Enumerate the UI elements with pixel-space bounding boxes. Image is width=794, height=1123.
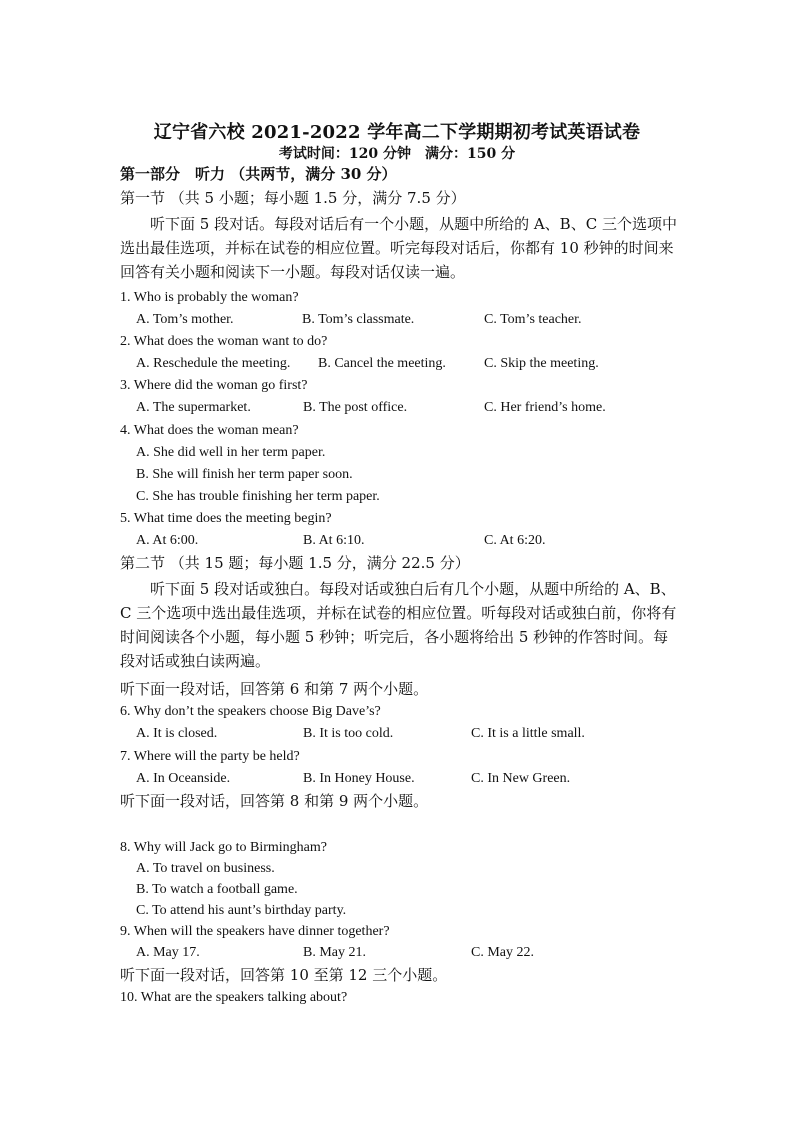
option-a: A. Reschedule the meeting. [136, 356, 291, 371]
option-a: A. The supermarket. [136, 400, 251, 415]
option-c: C. At 6:20. [484, 533, 546, 548]
option-a: A. To travel on business. [136, 861, 275, 876]
option-b: B. In Honey House. [303, 771, 415, 786]
option-a: A. At 6:00. [136, 533, 199, 548]
question-stem: 6. Why don’t the speakers choose Big Dave’s? [120, 704, 381, 719]
section2-instructions-text: 听下面 5 段对话或独白。每段对话或独白后有几个小题，从题中所给的 A、B、C 三个选项中选出最佳选项，并标在试卷的相应位置。听每段对话或独白前，你将有时间阅读各个小题，每小题 5 秒钟；听完后，各小题将给出 5 秒钟的作答时间。每段对话或独白读两遍。 [120, 580, 677, 670]
section1-heading: 第一节 （共 5 小题；每小题 1.5 分，满分 7.5 分） [120, 189, 466, 207]
option-c: C. Skip the meeting. [484, 356, 599, 371]
section1-instructions-text: 听下面 5 段对话。每段对话后有一个小题，从题中所给的 A、B、C 三个选项中选出最佳选项，并标在试卷的相应位置。听完每段对话后，你都有 10 秒钟的时间来回答有关小题和阅读下一小题。每段对话仅读一遍。 [120, 215, 677, 281]
option-b: B. It is too cold. [303, 726, 394, 741]
question-stem: 2. What does the woman want to do? [120, 334, 328, 349]
section2-instructions [120, 577, 680, 673]
group-instruction: 听下面一段对话，回答第 8 和第 9 两个小题。 [120, 792, 429, 810]
option-b: B. The post office. [303, 400, 408, 415]
option-a: A. In Oceanside. [136, 771, 231, 786]
group-instruction: 听下面一段对话，回答第 10 至第 12 三个小题。 [120, 966, 448, 984]
section2-heading: 第二节 （共 15 题；每小题 1.5 分，满分 22.5 分） [120, 554, 470, 572]
option-a: A. She did well in her term paper. [136, 445, 326, 460]
question-stem: 8. Why will Jack go to Birmingham? [120, 840, 327, 855]
question-stem: 10. What are the speakers talking about? [120, 990, 348, 1005]
question-stem: 5. What time does the meeting begin? [120, 511, 332, 526]
section1-instructions [120, 212, 680, 284]
option-b: B. At 6:10. [303, 533, 365, 548]
option-b: B. To watch a football game. [136, 882, 298, 897]
option-b: B. Tom’s classmate. [302, 312, 415, 327]
option-c: C. She has trouble finishing her term paper. [136, 489, 380, 504]
option-b: B. May 21. [303, 945, 366, 960]
option-c: C. It is a little small. [471, 726, 585, 741]
option-a: A. May 17. [136, 945, 200, 960]
exam-time-score: 考试时间：120 分钟 满分：150 分 [278, 146, 516, 162]
option-c: C. To attend his aunt’s birthday party. [136, 903, 347, 918]
question-stem: 1. Who is probably the woman? [120, 290, 299, 305]
question-stem: 9. When will the speakers have dinner together? [120, 924, 390, 939]
option-b: B. Cancel the meeting. [318, 356, 446, 371]
option-a: A. It is closed. [136, 726, 218, 741]
question-stem: 3. Where did the woman go first? [120, 378, 308, 393]
part1-heading: 第一部分 听力 （共两节，满分 30 分） [120, 165, 397, 183]
option-c: C. In New Green. [471, 771, 571, 786]
question-stem: 7. Where will the party be held? [120, 749, 300, 764]
option-a: A. Tom’s mother. [136, 312, 234, 327]
option-c: C. May 22. [471, 945, 534, 960]
page-title: 辽宁省六校 2021-2022 学年高二下学期期初考试英语试卷 [153, 122, 641, 143]
question-stem: 4. What does the woman mean? [120, 423, 299, 438]
option-b: B. She will finish her term paper soon. [136, 467, 353, 482]
option-c: C. Tom’s teacher. [484, 312, 582, 327]
group-instruction: 听下面一段对话，回答第 6 和第 7 两个小题。 [120, 680, 429, 698]
option-c: C. Her friend’s home. [484, 400, 606, 415]
